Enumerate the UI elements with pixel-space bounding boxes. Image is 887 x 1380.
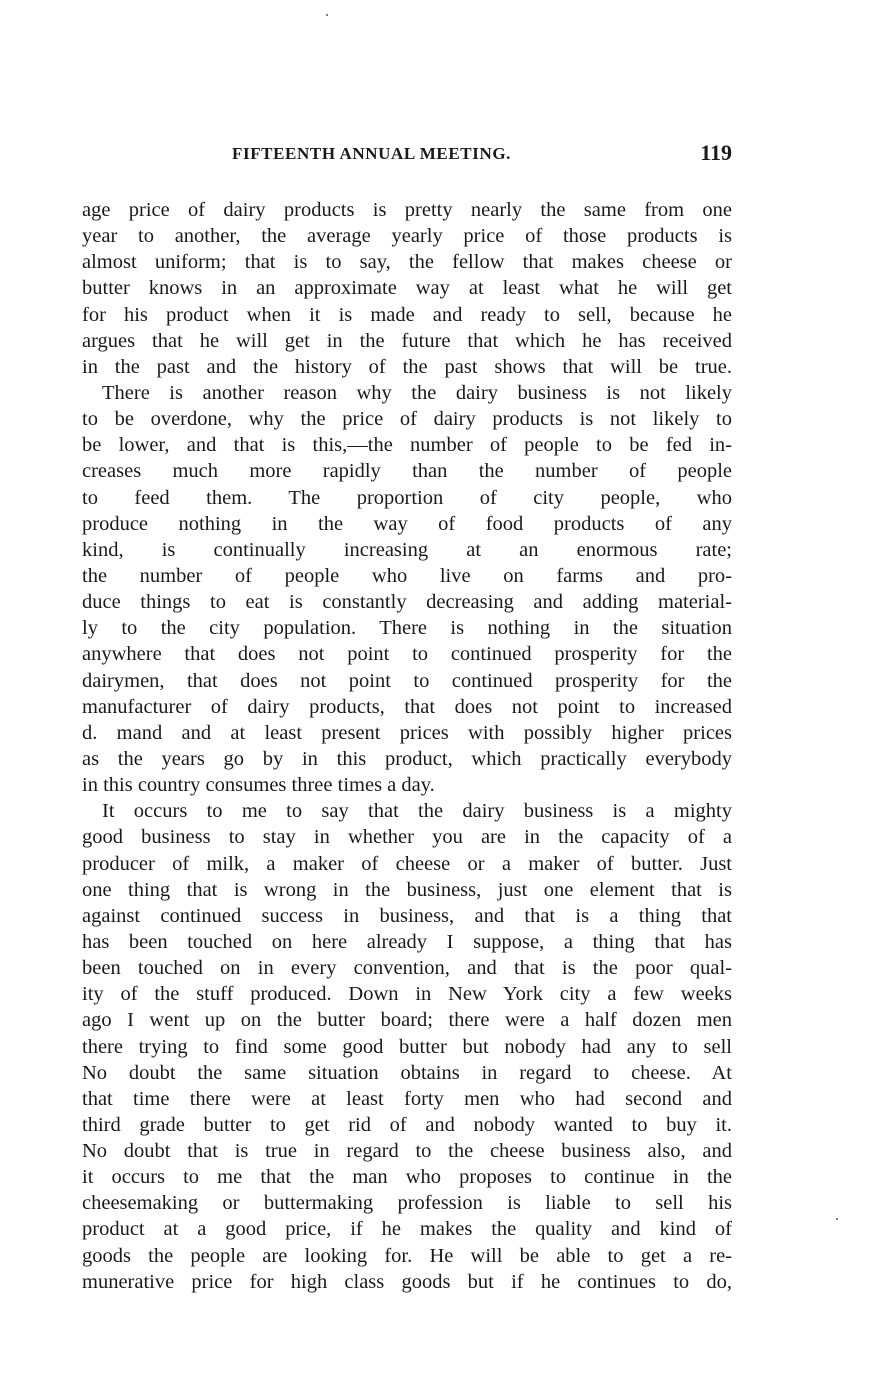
text-line: argues that he will get in the future that which he has received: [82, 329, 732, 352]
text-line: duce things to eat is constantly decreasing and adding material-: [82, 591, 732, 614]
page-header: [82, 140, 732, 170]
paragraph-start-line: It occurs to me to say that the dairy business is a mighty: [102, 800, 732, 823]
text-line: d. mand and at least present prices with possibly higher prices: [82, 721, 732, 744]
text-line: been touched on in every convention, and that is the poor qual-: [82, 957, 732, 980]
text-line: that time there were at least forty men who had second and: [82, 1087, 732, 1110]
text-line: it occurs to me that the man who proposes to continue in the: [82, 1166, 732, 1189]
text-line: has been touched on here already I suppose, a thing that has: [82, 930, 732, 953]
running-title: FIFTEENTH ANNUAL MEETING.: [232, 144, 512, 163]
text-line: ity of the stuff produced. Down in New York city a few weeks: [82, 983, 732, 1006]
text-line: good business to stay in whether you are in the capacity of a: [82, 826, 732, 849]
text-line: munerative price for high class goods but if he continues to do,: [82, 1270, 732, 1293]
text-line: ago I went up on the butter board; there were a half dozen men: [82, 1009, 732, 1032]
paragraph-end-line: in this country consumes three times a day.: [82, 774, 435, 797]
text-line: to be overdone, why the price of dairy products is not likely to: [82, 408, 732, 431]
text-line: third grade butter to get rid of and nobody wanted to buy it.: [82, 1113, 732, 1136]
text-line: there trying to find some good butter but nobody had any to sell: [82, 1035, 732, 1058]
paragraph-start-line: There is another reason why the dairy business is not likely: [102, 381, 732, 404]
text-line: year to another, the average yearly price of those products is: [82, 225, 732, 248]
text-line: ly to the city population. There is nothing in the situation: [82, 617, 732, 640]
text-line: producer of milk, a maker of cheese or a maker of butter. Just: [82, 852, 732, 875]
text-line: butter knows in an approximate way at least what he will get: [82, 277, 732, 300]
page-number: 119: [700, 140, 732, 165]
text-line: dairymen, that does not point to continued prosperity for the: [82, 669, 732, 692]
print-speck: [836, 1218, 838, 1220]
text-line: the number of people who live on farms and pro-: [82, 564, 732, 587]
text-line: age price of dairy products is pretty nearly the same from one: [82, 199, 732, 221]
text-line: No doubt the same situation obtains in regard to cheese. At: [82, 1061, 732, 1084]
text-line: No doubt that is true in regard to the cheese business also, and: [82, 1140, 732, 1163]
text-line: to feed them. The proportion of city people, who: [82, 486, 732, 509]
text-line: as the years go by in this product, which practically everybody: [82, 747, 732, 770]
text-line: in the past and the history of the past shows that will be true.: [82, 355, 732, 378]
text-line: for his product when it is made and ready to sell, because he: [82, 303, 732, 326]
text-line: cheesemaking or buttermaking profession is liable to sell his: [82, 1192, 732, 1215]
text-line: goods the people are looking for. He will be able to get a re-: [82, 1244, 732, 1267]
body-text: [82, 197, 732, 1295]
text-line: creases much more rapidly than the number of people: [82, 460, 732, 483]
text-line: manufacturer of dairy products, that does not point to increased: [82, 695, 732, 718]
text-line: against continued success in business, and that is a thing that: [82, 904, 732, 927]
text-line: one thing that is wrong in the business, just one element that is: [82, 878, 732, 901]
text-line: kind, is continually increasing at an enormous rate;: [82, 538, 732, 561]
text-line: almost uniform; that is to say, the fellow that makes cheese or: [82, 251, 732, 274]
text-line: product at a good price, if he makes the quality and kind of: [82, 1218, 732, 1241]
text-line: be lower, and that is this,—the number of people to be fed in-: [82, 434, 732, 457]
print-speck: [326, 14, 328, 16]
text-line: produce nothing in the way of food products of any: [82, 512, 732, 535]
text-line: anywhere that does not point to continued prosperity for the: [82, 643, 732, 666]
